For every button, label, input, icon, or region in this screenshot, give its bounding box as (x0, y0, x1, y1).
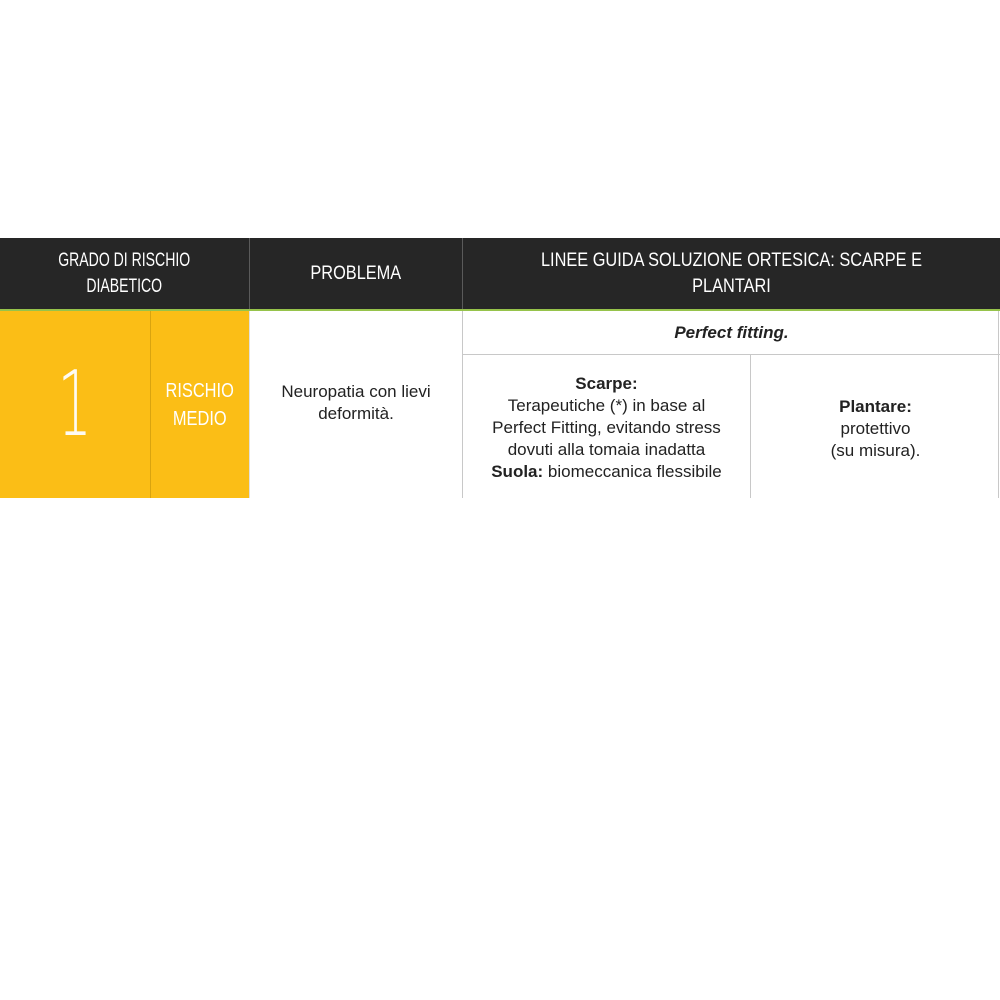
header-problema: PROBLEMA (250, 238, 462, 309)
problem-cell (250, 311, 462, 498)
scarpe-line: dovuti alla tomaia inadatta (507, 440, 706, 459)
suola-line (491, 461, 722, 483)
suola-text: biomeccanica flessibile (543, 462, 722, 481)
cell-divider (463, 354, 1000, 355)
grade-number: 1 (57, 351, 93, 457)
suola-label: Suola: (491, 462, 544, 481)
header-linee-guida: LINEE GUIDA SOLUZIONE ORTESICA: SCARPE E PLANTARI (463, 238, 1000, 309)
risk-label: RISCHIO MEDIO (165, 379, 235, 430)
grade-number-cell (0, 311, 150, 498)
scarpe-line: Terapeutiche (*) in base al (507, 396, 706, 415)
cell-divider (750, 355, 751, 498)
cell-divider (462, 311, 463, 498)
plantare-title: Plantare: (839, 397, 912, 416)
problem-line2: deformità. (318, 404, 394, 423)
perfect-fitting-cell (463, 311, 1000, 354)
risk-label-cell (151, 311, 249, 498)
plantare-line: (su misura). (830, 441, 921, 460)
header-grado-line2: DIABETICO (86, 275, 163, 297)
plantare-line: protettivo (840, 419, 911, 438)
cell-divider (249, 311, 250, 498)
scarpe-line: Perfect Fitting, evitando stress (492, 418, 721, 437)
header-grado-rischio (0, 238, 249, 309)
problem-line1: Neuropatia con lievi (281, 382, 431, 401)
header-grado-line1: GRADO DI RISCHIO (58, 249, 191, 271)
scarpe-cell (463, 355, 750, 498)
cell-divider (998, 311, 999, 498)
perfect-fitting-text: Perfect fitting. (674, 322, 789, 342)
plantare-cell (751, 355, 1000, 498)
risk-table (0, 238, 1000, 498)
scarpe-title: Scarpe: (575, 374, 638, 393)
